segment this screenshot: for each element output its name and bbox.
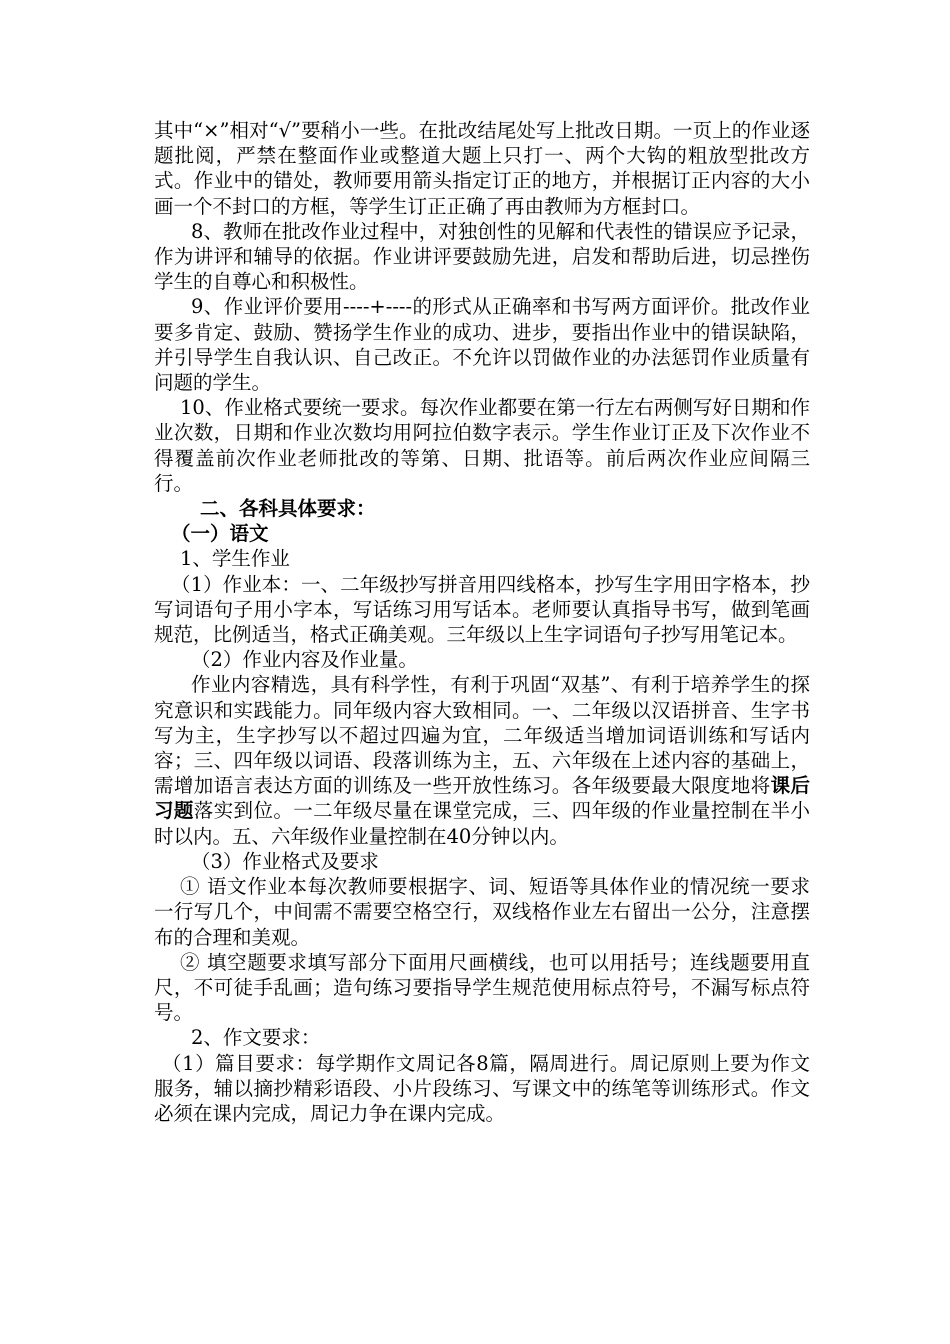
- content-bold-term: 课后习题: [154, 774, 810, 823]
- paragraph-format-title: （3）作业格式及要求: [191, 849, 379, 873]
- paragraph-essay: （1）篇目要求：每学期作文周记各8篇，隔周进行。周记原则上要为作文服务，辅以摘抄精彩语段、小片段练习、写课文中的练笔等训练形式。作文必须在课内完成，周记力争在课内完成。: [154, 1051, 810, 1125]
- paragraph-grading-marks: 其中“×”相对“√”要稍小一些。在批改结尾处写上批改日期。一页上的作业逐题批阅，严禁在整面作业或整道大题上只打一、两个大钩的粗放型批改方式。作业中的错处，教师要用箭头指定订正的地方，并根据订正内容的大小画一个不封口的方框，等学生订正正确了再由教师为方框封口。: [154, 119, 810, 218]
- section-heading: 二、各科具体要求：: [200, 497, 376, 521]
- paragraph-format-2: ② 填空题要求填写部分下面用尺画横线，也可以用括号；连线题要用直尺，不可徒手乱画；造句练习要指导学生规范使用标点符号，不漏写标点符号。: [154, 950, 810, 1025]
- document-page: [154, 118, 810, 1126]
- paragraph-format-1: ① 语文作业本每次教师要根据字、词、短语等具体作业的情况统一要求一行写几个，中间需不需要空格空行，双线格作业左右留出一公分，注意摆布的合理和美观。: [154, 875, 810, 949]
- paragraph-notebook: （1）作业本：一、二年级抄写拼音用四线格本，抄写生字用田字格本，抄写词语句子用小字本，写话练习用写话本。老师要认真指导书写，做到笔画规范，比例适当，格式正确美观。三年级以上生字词语句子抄写用笔记本。: [154, 572, 810, 647]
- paragraph-rule-10: 10、作业格式要统一要求。每次作业都要在第一行左右两侧写好日期和作业次数，日期和作业次数均用阿拉伯数字表示。学生作业订正及下次作业不得覆盖前次作业老师批改的等第、日期、批语等。前后两次作业应间隔三行。: [154, 396, 810, 495]
- item-student-homework: 1、学生作业: [180, 547, 290, 571]
- subject-heading: （一）语文: [171, 522, 269, 546]
- item-essay-requirements: 2、作文要求：: [191, 1026, 321, 1050]
- paragraph-content: [154, 672, 810, 848]
- paragraph-rule-9: 9、作业评价要用----+----的形式从正确率和书写两方面评价。批改作业要多肯定、鼓励、赞扬学生作业的成功、进步，要指出作业中的错误缺陷，并引导学生自我认识、自己改正。不允许以罚做作业的办法惩罚作业质量有问题的学生。: [154, 295, 810, 395]
- paragraph-rule-8: 8、教师在批改作业过程中，对独创性的见解和代表性的错误应予记录，作为讲评和辅导的依据。作业讲评要鼓励先进，启发和帮助后进，切忌挫伤学生的自尊心和积极性。: [154, 219, 810, 294]
- paragraph-content-title: （2）作业内容及作业量。: [191, 648, 418, 672]
- content-text-after: 落实到位。一二年级尽量在课堂完成，三、四年级的作业量控制在半小时以内。五、六年级作业量控制在40分钟以内。: [154, 799, 810, 848]
- content-text-before: 作业内容精选，具有科学性，有利于巩固“双基”、有利于培养学生的探究意识和实践能力。同年级内容大致相同。一、二年级以汉语拼音、生字书写为主，生字抄写以不超过四遍为宜，二年级适当增加词语训练和写话内容；三、四年级以词语、段落训练为主，五、六年级在上述内容的基础上，需增加语言表达方面的训练及一些开放性练习。各年级要最大限度地将: [154, 673, 810, 798]
